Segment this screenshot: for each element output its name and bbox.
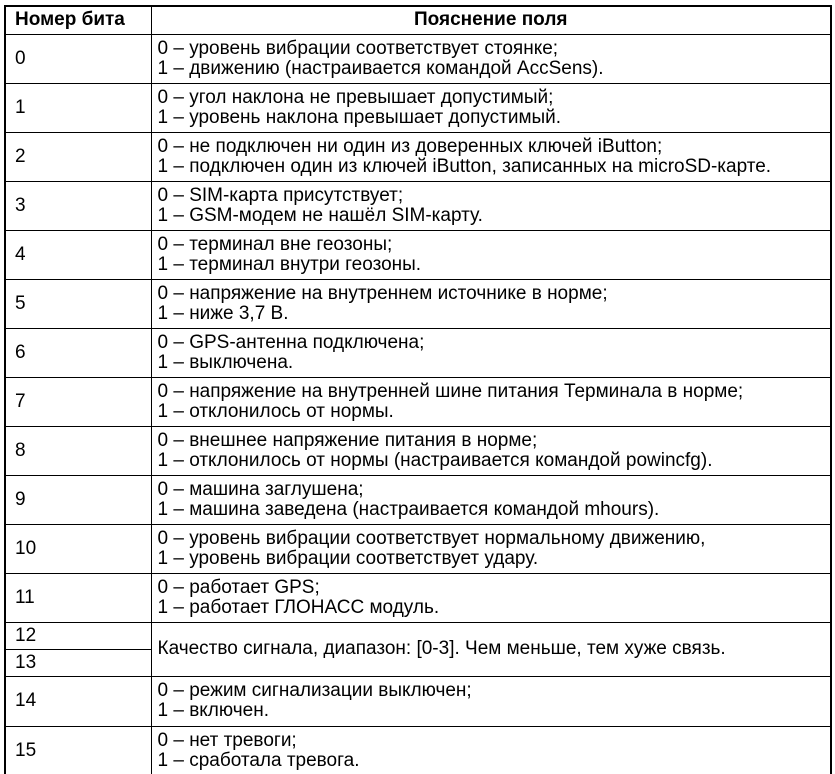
explanation-header: Пояснение поля (151, 6, 831, 34)
explanation-line: 1 – сработала тревога. (157, 749, 360, 771)
bit-number-cell: 9 (5, 475, 151, 524)
bit-number-cell: 0 (5, 34, 151, 83)
explanation-line: 0 – не подключен ни один из доверенных ключей iButton; (157, 135, 663, 157)
table-row (5, 34, 831, 83)
bit-number-cell: 5 (5, 279, 151, 328)
explanation-cell (151, 573, 831, 622)
table-row (5, 676, 831, 726)
table-row (5, 83, 831, 132)
explanation-cell (151, 34, 831, 83)
explanation-line: 0 – терминал вне геозоны; (157, 233, 393, 255)
explanation-line: 1 – уровень вибрации соответствует удару. (157, 547, 539, 569)
explanation-cell (151, 377, 831, 426)
explanation-line: 0 – режим сигнализации выключен; (157, 680, 472, 701)
explanation-line: 0 – напряжение на внутренней шине питания Терминала в норме; (157, 380, 744, 402)
bit-number-cell: 14 (5, 676, 151, 726)
table-row (5, 622, 831, 649)
explanation-cell (151, 475, 831, 524)
bit-number-cell: 11 (5, 573, 151, 622)
bit-number-cell: 15 (5, 726, 151, 774)
explanation-line: 1 – подключен один из ключей iButton, записанных на microSD-карте. (157, 155, 772, 177)
table-row (5, 279, 831, 328)
explanation-line: 1 – движению (настраивается командой AccSens). (157, 57, 604, 79)
explanation-line: 1 – работает ГЛОНАСС модуль. (157, 596, 440, 618)
explanation-cell (151, 279, 831, 328)
explanation-line: 0 – угол наклона не превышает допустимый; (157, 86, 554, 108)
explanation-line: 1 – GSM-модем не нашёл SIM-карту. (157, 204, 483, 226)
bit-number-cell: 1 (5, 83, 151, 132)
explanation-line: 0 – нет тревоги; (157, 729, 297, 751)
table-row (5, 524, 831, 573)
explanation-line: 1 – терминал внутри геозоны. (157, 253, 422, 275)
explanation-line: 1 – уровень наклона превышает допустимый. (157, 106, 562, 128)
explanation-line: 1 – выключена. (157, 351, 294, 373)
explanation-line: 0 – напряжение на внутреннем источнике в норме; (157, 282, 608, 304)
table-row (5, 726, 831, 774)
bit-number-cell: 12 (5, 622, 151, 649)
explanation-cell (151, 230, 831, 279)
explanation-line: 0 – GPS-антенна подключена; (157, 331, 425, 353)
explanation-cell (151, 181, 831, 230)
table-header-row (5, 6, 831, 34)
explanation-cell (151, 676, 831, 726)
explanation-line: 0 – машина заглушена; (157, 478, 364, 500)
explanation-cell (151, 426, 831, 475)
explanation-line: 1 – отклонилось от нормы. (157, 400, 394, 422)
bit-flags-table (4, 5, 832, 774)
bit-number-cell: 13 (5, 649, 151, 676)
bit-number-header: Номер бита (5, 6, 151, 34)
table-row (5, 475, 831, 524)
bit-number-cell: 2 (5, 132, 151, 181)
explanation-line: 1 – включен. (157, 700, 269, 721)
bit-number-cell: 6 (5, 328, 151, 377)
explanation-line: 1 – отклонилось от нормы (настраивается командой powincfg). (157, 449, 713, 471)
bit-number-cell: 10 (5, 524, 151, 573)
explanation-line: 0 – работает GPS; (157, 576, 320, 598)
table-row (5, 426, 831, 475)
explanation-line: 0 – SIM-карта присутствует; (157, 184, 404, 206)
explanation-line: 0 – уровень вибрации соответствует нормальному движению, (157, 527, 706, 549)
explanation-line: 1 – ниже 3,7 В. (157, 302, 289, 324)
table-row (5, 132, 831, 181)
bit-number-cell: 8 (5, 426, 151, 475)
explanation-cell-merged: Качество сигнала, диапазон: [0-3]. Чем меньше, тем хуже связь. (151, 622, 831, 676)
explanation-cell (151, 726, 831, 774)
table-row (5, 181, 831, 230)
explanation-line: 1 – машина заведена (настраивается командой mhours). (157, 498, 660, 520)
bit-number-cell: 7 (5, 377, 151, 426)
explanation-cell (151, 524, 831, 573)
explanation-cell (151, 132, 831, 181)
explanation-line: 0 – внешнее напряжение питания в норме; (157, 429, 538, 451)
explanation-cell (151, 83, 831, 132)
table-row (5, 377, 831, 426)
bit-number-cell: 4 (5, 230, 151, 279)
explanation-cell (151, 328, 831, 377)
table-row (5, 230, 831, 279)
bit-number-cell: 3 (5, 181, 151, 230)
table-row (5, 328, 831, 377)
explanation-line: 0 – уровень вибрации соответствует стоянке; (157, 37, 559, 59)
table-row (5, 573, 831, 622)
